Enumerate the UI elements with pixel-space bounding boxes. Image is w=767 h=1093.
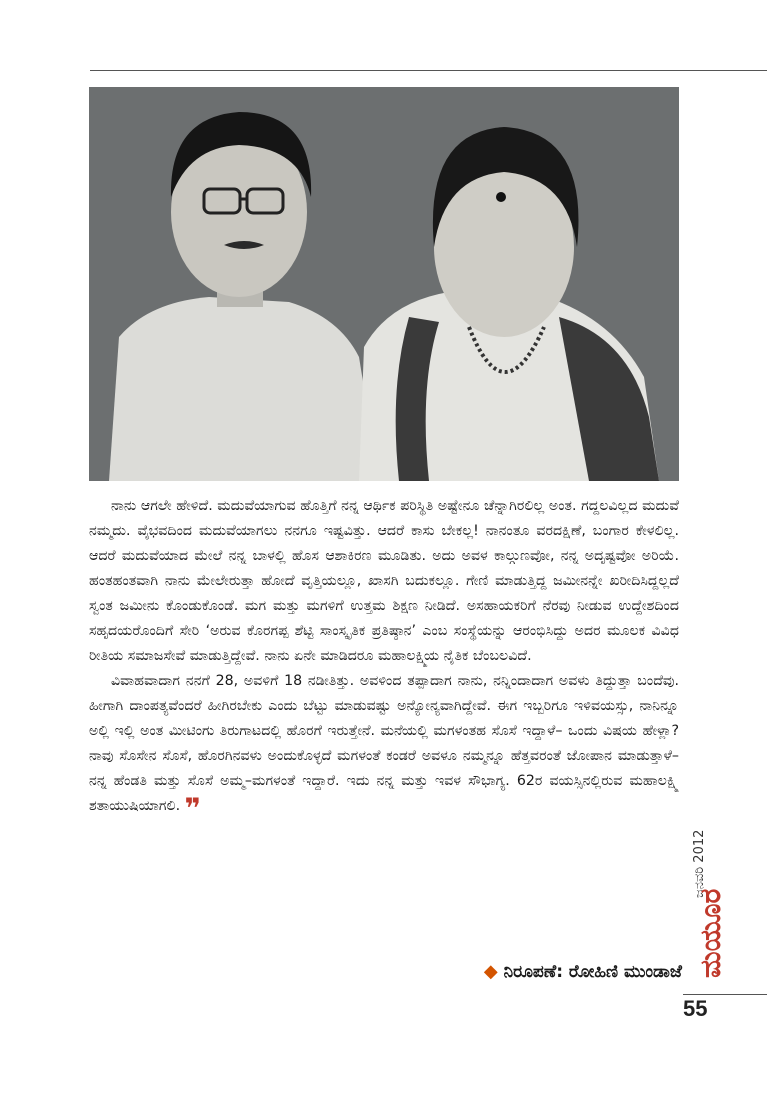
article-paragraph-2-text: ವಿವಾಹವಾದಾಗ ನನಗೆ 28, ಅವಳಿಗೆ 18 ನಡೀತಿತ್ತು. ಅವಳಿಂದ ತಪ್ಪಾದಾಗ ನಾನು, ನನ್ನಿಂದಾದಾಗ ಅವಳು ತಿದ್ದುತ್ತಾ ಬಂದೆವು. ಹೀಗಾಗಿ ದಾಂಪತ್ಯವೆಂದರೆ ಹೀಗಿರಬೇಕು ಎಂದು ಬೆಟ್ಟು ಮಾಡುವಷ್ಟು ಅನ್ಯೋನ್ಯವಾಗಿದ್ದೇವೆ. ಈಗ ಇಬ್ಬರಿಗೂ ಇಳಿವಯಸ್ಸು, ನಾನಿನ್ನೂ ಅಲ್ಲಿ ಇಲ್ಲಿ ಅಂತ ಮೀಟಿಂಗು ತಿರುಗಾಟದಲ್ಲಿ ಹೊರಗೆ ಇರುತ್ತೇನೆ. ಮನೆಯಲ್ಲಿ ಮಗಳಂತಹ ಸೊಸೆ ಇದ್ದಾಳೆ– ಒಂದು ವಿಷಯ ಹೇಳ್ಲಾ? ನಾವು ಸೊಸೇನ ಸೊಸೆ, ಹೊರಗಿನವಳು ಅಂದುಕೊಳ್ಳದೆ ಮಗಳಂತೆ ಕಂಡರೆ ಅವಳೂ ನಮ್ಮನ್ನೂ ಹೆತ್ತವರಂತೆ ಜೋಪಾನ ಮಾಡುತ್ತಾಳೆ– ನನ್ನ ಹೆಂಡತಿ ಮತ್ತು ಸೊಸೆ ಅಮ್ಮ–ಮಗಳಂತೆ ಇದ್ದಾರೆ. ಇದು ನನ್ನ ಮತ್ತು ಇವಳ ಸೌಭಾಗ್ಯ. 62ರ ವಯಸ್ಸಿನಲ್ಲಿರುವ ಮಹಾಲಕ್ಷ್ಮಿ ಶತಾಯುಷಿಯಾಗಲಿ. xyxy=(89,673,679,814)
closing-quote-icon: ❞ xyxy=(184,792,202,825)
byline-text: ನಿರೂಪಣೆ: ರೋಹಿಣಿ ಮುಂಡಾಜೆ xyxy=(503,962,682,982)
article-paragraph-1: ನಾನು ಆಗಲೇ ಹೇಳಿದೆ. ಮದುವೆಯಾಗುವ ಹೊತ್ತಿಗೆ ನನ್ನ ಆರ್ಥಿಕ ಪರಿಸ್ಥಿತಿ ಅಷ್ಟೇನೂ ಚೆನ್ನಾಗಿರಲಿಲ್ಲ ಅಂತ. ಗದ್ದಲವಿಲ್ಲದ ಮದುವೆ ನಮ್ಮದು. ವೈಭವದಿಂದ ಮದುವೆಯಾಗಲು ನನಗೂ ಇಷ್ಟವಿತ್ತು. ಆದರೆ ಕಾಸು ಬೇಕಲ್ಲ! ನಾನಂತೂ ವರದಕ್ಷಿಣೆ, ಬಂಗಾರ ಕೇಳಲಿಲ್ಲ. ಆದರೆ ಮದುವೆಯಾದ ಮೇಲೆ ನನ್ನ ಬಾಳಲ್ಲಿ ಹೊಸ ಆಶಾಕಿರಣ ಮೂಡಿತು. ಅದು ಅವಳ ಕಾಲ್ಗುಣವೋ, ನನ್ನ ಅದೃಷ್ಟವೋ ಅರಿಯೆ. ಹಂತಹಂತವಾಗಿ ನಾನು ಮೇಲೇರುತ್ತಾ ಹೋದೆ ವೃತ್ತಿಯಲ್ಲೂ, ಖಾಸಗಿ ಬದುಕಲ್ಲೂ. ಗೇಣಿ ಮಾಡುತ್ತಿದ್ದ ಜಮೀನನ್ನೇ ಖರೀದಿಸಿದ್ದಲ್ಲದೆ ಸ್ವಂತ ಜಮೀನು ಕೊಂಡುಕೊಂಡೆ. ಮಗ ಮತ್ತು ಮಗಳಿಗೆ ಉತ್ತಮ ಶಿಕ್ಷಣ ನೀಡಿದೆ. ಅಸಹಾಯಕರಿಗೆ ನೆರವು ನೀಡುವ ಉದ್ದೇಶದಿಂದ ಸಹೃದಯರೊಂದಿಗೆ ಸೇರಿ ‘ಅರುವ ಕೊರಗಪ್ಪ ಶೆಟ್ಟಿ ಸಾಂಸ್ಕೃತಿಕ ಪ್ರತಿಷ್ಠಾನ’ ಎಂಬ ಸಂಸ್ಥೆಯನ್ನು ಆರಂಭಿಸಿದ್ದು ಅದರ ಮೂಲಕ ವಿವಿಧ ರೀತಿಯ ಸಮಾಜಸೇವೆ ಮಾಡುತ್ತಿದ್ದೇವೆ. ನಾನು ಏನೇ ಮಾಡಿದರೂ ಮಹಾಲಕ್ಷ್ಮಿಯ ನೈತಿಕ ಬೆಂಬಲವಿದೆ. xyxy=(89,498,679,664)
issue-date: ಜನವರಿ 2012 xyxy=(692,829,707,898)
article-paragraph-2 xyxy=(89,669,679,825)
diamond-icon: ◆ xyxy=(483,961,498,982)
top-divider xyxy=(90,70,767,71)
magazine-logo: ಮಯೂರ xyxy=(694,888,727,978)
couple-photo xyxy=(89,87,679,481)
page-number: 55 xyxy=(683,996,708,1021)
page-number-divider xyxy=(683,994,767,995)
byline xyxy=(352,961,682,982)
article-body xyxy=(89,494,679,825)
magazine-sidebar xyxy=(690,800,730,980)
